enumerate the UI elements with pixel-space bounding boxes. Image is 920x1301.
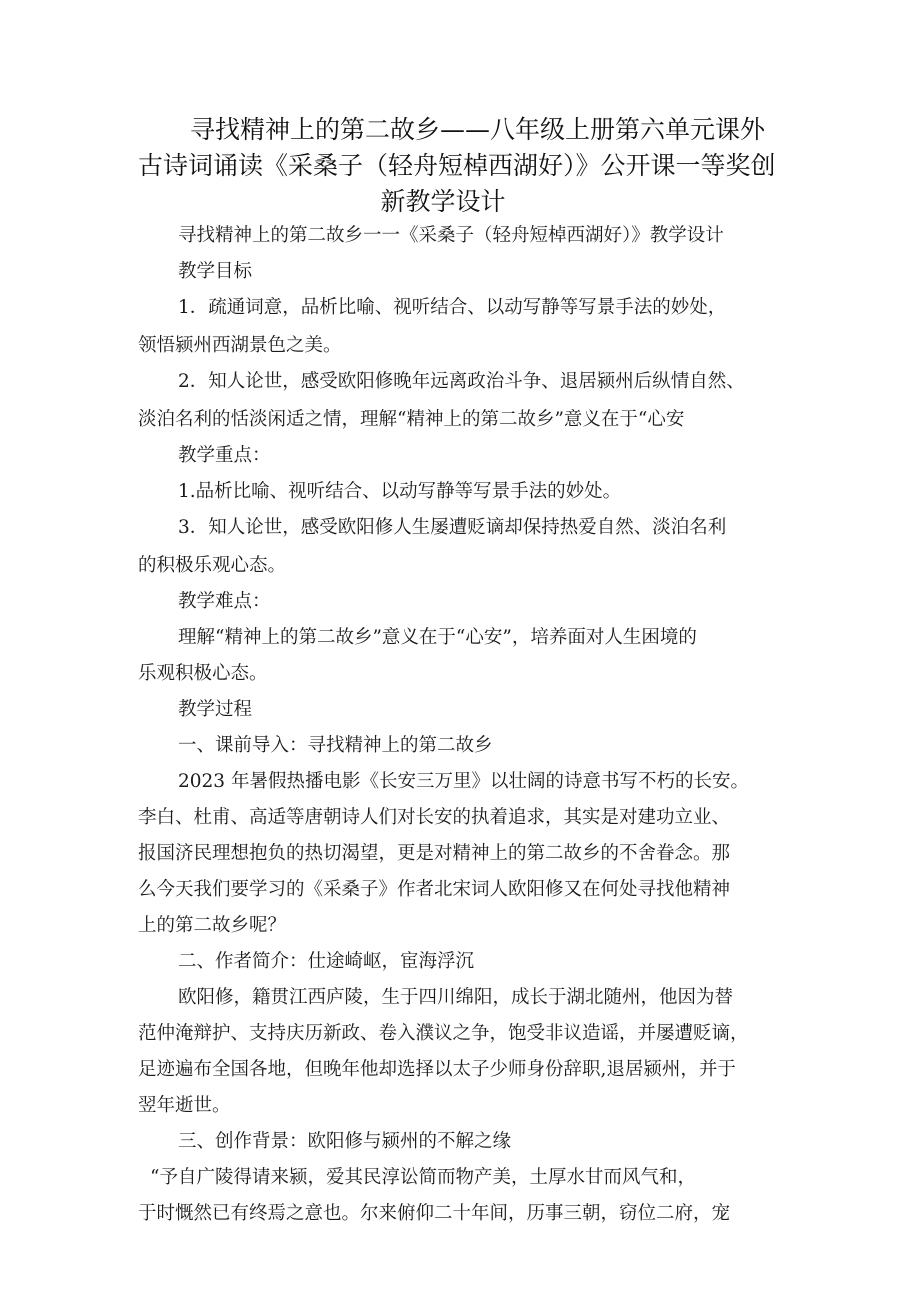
section-2-paragraph-line-1: 欧阳修，籍贯江西庐陵，生于四川绵阳，成长于湖北随州，他因为替 <box>178 987 734 1008</box>
document-body <box>138 218 788 1232</box>
objective-2-line-1: 2．知人论世，感受欧阳修晚年远离政治斗争、退居颍州后纵情自然、 <box>178 371 745 392</box>
section-2-paragraph-line-4: 翌年逝世。 <box>138 1095 231 1116</box>
section-3-paragraph-line-1: “予自广陵得请来颍，爱其民淳讼简而物产美，土厚水甘而风气和， <box>150 1167 696 1188</box>
section-2-paragraph-line-2: 范仲淹辩护、支持庆历新政、卷入濮议之争，饱受非议造谣，并屡遭贬谪， <box>138 1023 749 1044</box>
section-1-paragraph-line-5: 上的第二故乡呢？ <box>138 915 287 936</box>
section-2-heading: 二、作者简介：仕途崎岖，宦海浮沉 <box>178 951 475 972</box>
section-1-paragraph-line-1: 2023 年暑假热播电影《长安三万里》以壮阔的诗意书写不朽的长安。 <box>178 771 749 792</box>
objective-1-line-1: 1．疏通词意，品析比喻、视听结合、以动写静等写景手法的妙处， <box>178 297 727 318</box>
key-point-1: 1.品析比喻、视听结合、以动写静等写景手法的妙处。 <box>178 481 622 502</box>
section-1-paragraph-line-4: 么今天我们要学习的《采桑子》作者北宋词人欧阳修又在何处寻找他精神 <box>138 879 731 900</box>
section-1-paragraph-line-3: 报国济民理想抱负的热切渴望，更是对精神上的第二故乡的不舍眷念。那 <box>138 843 731 864</box>
section-3-paragraph-line-2: 于时慨然已有终焉之意也。尔来俯仰二十年间，历事三朝，窃位二府，宠 <box>138 1203 731 1224</box>
title-line-3: 新教学设计 <box>380 187 506 216</box>
title-line-2: 古诗词诵读《采桑子（轻舟短棹西湖好）》公开课一等奖创 <box>138 151 776 180</box>
section-1-paragraph-line-2: 李白、杜甫、高适等唐朝诗人们对长安的执着追求，其实是对建功立业、 <box>138 807 731 828</box>
difficult-points-heading: 教学难点： <box>178 591 271 612</box>
section-2-paragraph-line-3: 足迹遍布全国各地，但晚年他却选择以太子少师身份辞职,退居颍州，并于 <box>138 1059 736 1080</box>
key-points-heading: 教学重点： <box>178 445 271 466</box>
key-point-3-line-2: 的积极乐观心态。 <box>138 555 287 576</box>
key-point-3-line-1: 3．知人论世，感受欧阳修人生屡遭贬谪却保持热爱自然、淡泊名利 <box>178 517 727 538</box>
section-1-heading: 一、课前导入：寻找精神上的第二故乡 <box>178 735 493 756</box>
section-3-heading: 三、创作背景：欧阳修与颍州的不解之缘 <box>178 1131 512 1152</box>
objective-1-line-2: 领悟颍州西湖景色之美。 <box>138 335 342 356</box>
difficult-point-line-2: 乐观积极心态。 <box>138 663 268 684</box>
title-line-1: 寻找精神上的第二故乡——八年级上册第六单元课外 <box>190 115 766 144</box>
subtitle: 寻找精神上的第二故乡一一《采桑子（轻舟短棹西湖好）》教学设计 <box>178 225 724 246</box>
process-heading: 教学过程 <box>178 699 253 720</box>
document-title <box>120 112 800 220</box>
difficult-point-line-1: 理解“精神上的第二故乡”意义在于“心安”，培养面对人生困境的 <box>178 627 697 648</box>
objectives-heading: 教学目标 <box>178 261 253 282</box>
objective-2-line-2: 淡泊名利的恬淡闲适之情，理解“精神上的第二故乡”意义在于“心安 <box>138 409 685 430</box>
